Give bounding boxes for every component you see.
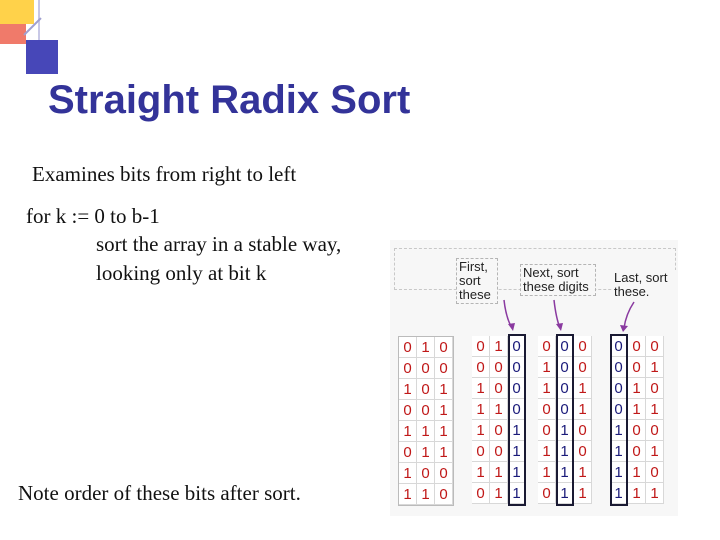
bit-cell: 1 bbox=[490, 399, 508, 420]
bit-cell: 1 bbox=[610, 420, 628, 441]
bit-cell: 1 bbox=[417, 337, 435, 358]
bit-cell: 1 bbox=[538, 357, 556, 378]
bit-cell: 1 bbox=[628, 483, 646, 504]
bit-cell: 0 bbox=[472, 336, 490, 357]
bit-cell: 0 bbox=[472, 357, 490, 378]
bit-cell: 0 bbox=[508, 399, 526, 420]
bit-cell: 0 bbox=[399, 400, 417, 421]
bit-cell: 0 bbox=[490, 441, 508, 462]
bit-cell: 1 bbox=[435, 442, 453, 463]
bit-cell: 0 bbox=[628, 336, 646, 357]
bit-cell: 0 bbox=[399, 358, 417, 379]
body-line-note: Note order of these bits after sort. bbox=[18, 481, 301, 505]
bit-cell: 1 bbox=[556, 462, 574, 483]
bit-cell: 0 bbox=[490, 378, 508, 399]
bit-cell: 1 bbox=[508, 462, 526, 483]
body-line-examines: Examines bits from right to left bbox=[32, 162, 297, 186]
bit-cell: 1 bbox=[610, 462, 628, 483]
bit-cell: 1 bbox=[574, 462, 592, 483]
bit-cell: 1 bbox=[646, 357, 664, 378]
bit-cell: 0 bbox=[610, 357, 628, 378]
caption-last: Last, sort these. bbox=[612, 270, 676, 300]
bit-cell: 1 bbox=[556, 441, 574, 462]
bit-cell: 0 bbox=[646, 462, 664, 483]
bit-cell: 0 bbox=[610, 399, 628, 420]
bit-cell: 0 bbox=[610, 336, 628, 357]
bit-cell: 0 bbox=[646, 420, 664, 441]
bit-cell: 1 bbox=[417, 484, 435, 505]
bit-cell: 0 bbox=[490, 420, 508, 441]
bit-cell: 1 bbox=[508, 441, 526, 462]
corner-decoration-blue bbox=[26, 40, 58, 74]
bit-cell: 0 bbox=[472, 483, 490, 504]
bit-cell: 0 bbox=[556, 357, 574, 378]
body-line-bit-k: looking only at bit k bbox=[96, 261, 267, 285]
bit-cell: 0 bbox=[417, 379, 435, 400]
bits-column-after-bit0 bbox=[472, 336, 526, 504]
bit-cell: 0 bbox=[490, 357, 508, 378]
bit-cell: 0 bbox=[399, 337, 417, 358]
bit-cell: 1 bbox=[472, 462, 490, 483]
arrow-next bbox=[550, 298, 570, 334]
page-title: Straight Radix Sort bbox=[48, 78, 411, 122]
arrow-first bbox=[500, 298, 520, 334]
bit-cell: 1 bbox=[435, 400, 453, 421]
body-line-loop: for k := 0 to b-1 bbox=[26, 204, 160, 228]
bit-cell: 1 bbox=[417, 442, 435, 463]
bit-cell: 0 bbox=[435, 358, 453, 379]
radix-sort-figure bbox=[390, 240, 678, 516]
bit-cell: 1 bbox=[435, 421, 453, 442]
bit-cell: 1 bbox=[490, 483, 508, 504]
bit-cell: 1 bbox=[610, 441, 628, 462]
bits-column-initial bbox=[398, 336, 454, 506]
bit-cell: 1 bbox=[490, 462, 508, 483]
bit-cell: 0 bbox=[399, 442, 417, 463]
bit-cell: 1 bbox=[610, 483, 628, 504]
bit-cell: 0 bbox=[538, 336, 556, 357]
bit-cell: 0 bbox=[574, 357, 592, 378]
bit-cell: 0 bbox=[435, 463, 453, 484]
bit-cell: 0 bbox=[508, 357, 526, 378]
bit-cell: 0 bbox=[574, 441, 592, 462]
bit-cell: 0 bbox=[628, 357, 646, 378]
bit-cell: 1 bbox=[628, 399, 646, 420]
bit-cell: 1 bbox=[574, 399, 592, 420]
bit-cell: 1 bbox=[538, 462, 556, 483]
bit-cell: 1 bbox=[435, 379, 453, 400]
bit-cell: 1 bbox=[538, 441, 556, 462]
bit-cell: 1 bbox=[574, 483, 592, 504]
bit-cell: 0 bbox=[508, 336, 526, 357]
bit-cell: 1 bbox=[417, 421, 435, 442]
corner-decoration-yellow bbox=[0, 0, 34, 24]
bit-cell: 1 bbox=[574, 378, 592, 399]
bit-cell: 1 bbox=[490, 336, 508, 357]
bit-cell: 0 bbox=[538, 420, 556, 441]
bit-cell: 0 bbox=[417, 463, 435, 484]
bit-cell: 0 bbox=[556, 378, 574, 399]
arrow-last bbox=[618, 300, 638, 334]
bit-cell: 0 bbox=[556, 399, 574, 420]
bit-cell: 0 bbox=[435, 337, 453, 358]
bit-cell: 1 bbox=[399, 421, 417, 442]
bit-cell: 1 bbox=[508, 420, 526, 441]
bit-cell: 1 bbox=[556, 420, 574, 441]
bit-cell: 0 bbox=[574, 420, 592, 441]
bit-cell: 1 bbox=[646, 441, 664, 462]
bit-cell: 1 bbox=[472, 420, 490, 441]
caption-next: Next, sort these digits bbox=[520, 264, 596, 296]
bit-cell: 1 bbox=[399, 484, 417, 505]
bit-cell: 1 bbox=[472, 378, 490, 399]
bit-cell: 1 bbox=[646, 483, 664, 504]
body-line-sort-stable: sort the array in a stable way, bbox=[96, 232, 342, 256]
bit-cell: 0 bbox=[628, 420, 646, 441]
bit-cell: 1 bbox=[556, 483, 574, 504]
bits-column-after-bit2 bbox=[610, 336, 664, 504]
bits-column-after-bit1 bbox=[538, 336, 592, 504]
bit-cell: 1 bbox=[628, 378, 646, 399]
bit-cell: 0 bbox=[646, 378, 664, 399]
bit-cell: 1 bbox=[508, 483, 526, 504]
caption-first: First, sort these bbox=[456, 258, 498, 304]
bit-cell: 0 bbox=[435, 484, 453, 505]
bit-cell: 1 bbox=[646, 399, 664, 420]
bit-cell: 0 bbox=[472, 441, 490, 462]
bit-cell: 0 bbox=[417, 400, 435, 421]
bit-cell: 0 bbox=[417, 358, 435, 379]
bit-cell: 1 bbox=[399, 379, 417, 400]
bit-cell: 0 bbox=[556, 336, 574, 357]
bit-cell: 1 bbox=[472, 399, 490, 420]
bit-cell: 0 bbox=[610, 378, 628, 399]
bit-cell: 0 bbox=[646, 336, 664, 357]
bit-cell: 0 bbox=[538, 399, 556, 420]
bit-cell: 1 bbox=[399, 463, 417, 484]
bit-cell: 0 bbox=[508, 378, 526, 399]
bit-cell: 1 bbox=[628, 462, 646, 483]
bit-cell: 0 bbox=[574, 336, 592, 357]
bit-cell: 0 bbox=[538, 483, 556, 504]
bit-cell: 0 bbox=[628, 441, 646, 462]
bit-cell: 1 bbox=[538, 378, 556, 399]
